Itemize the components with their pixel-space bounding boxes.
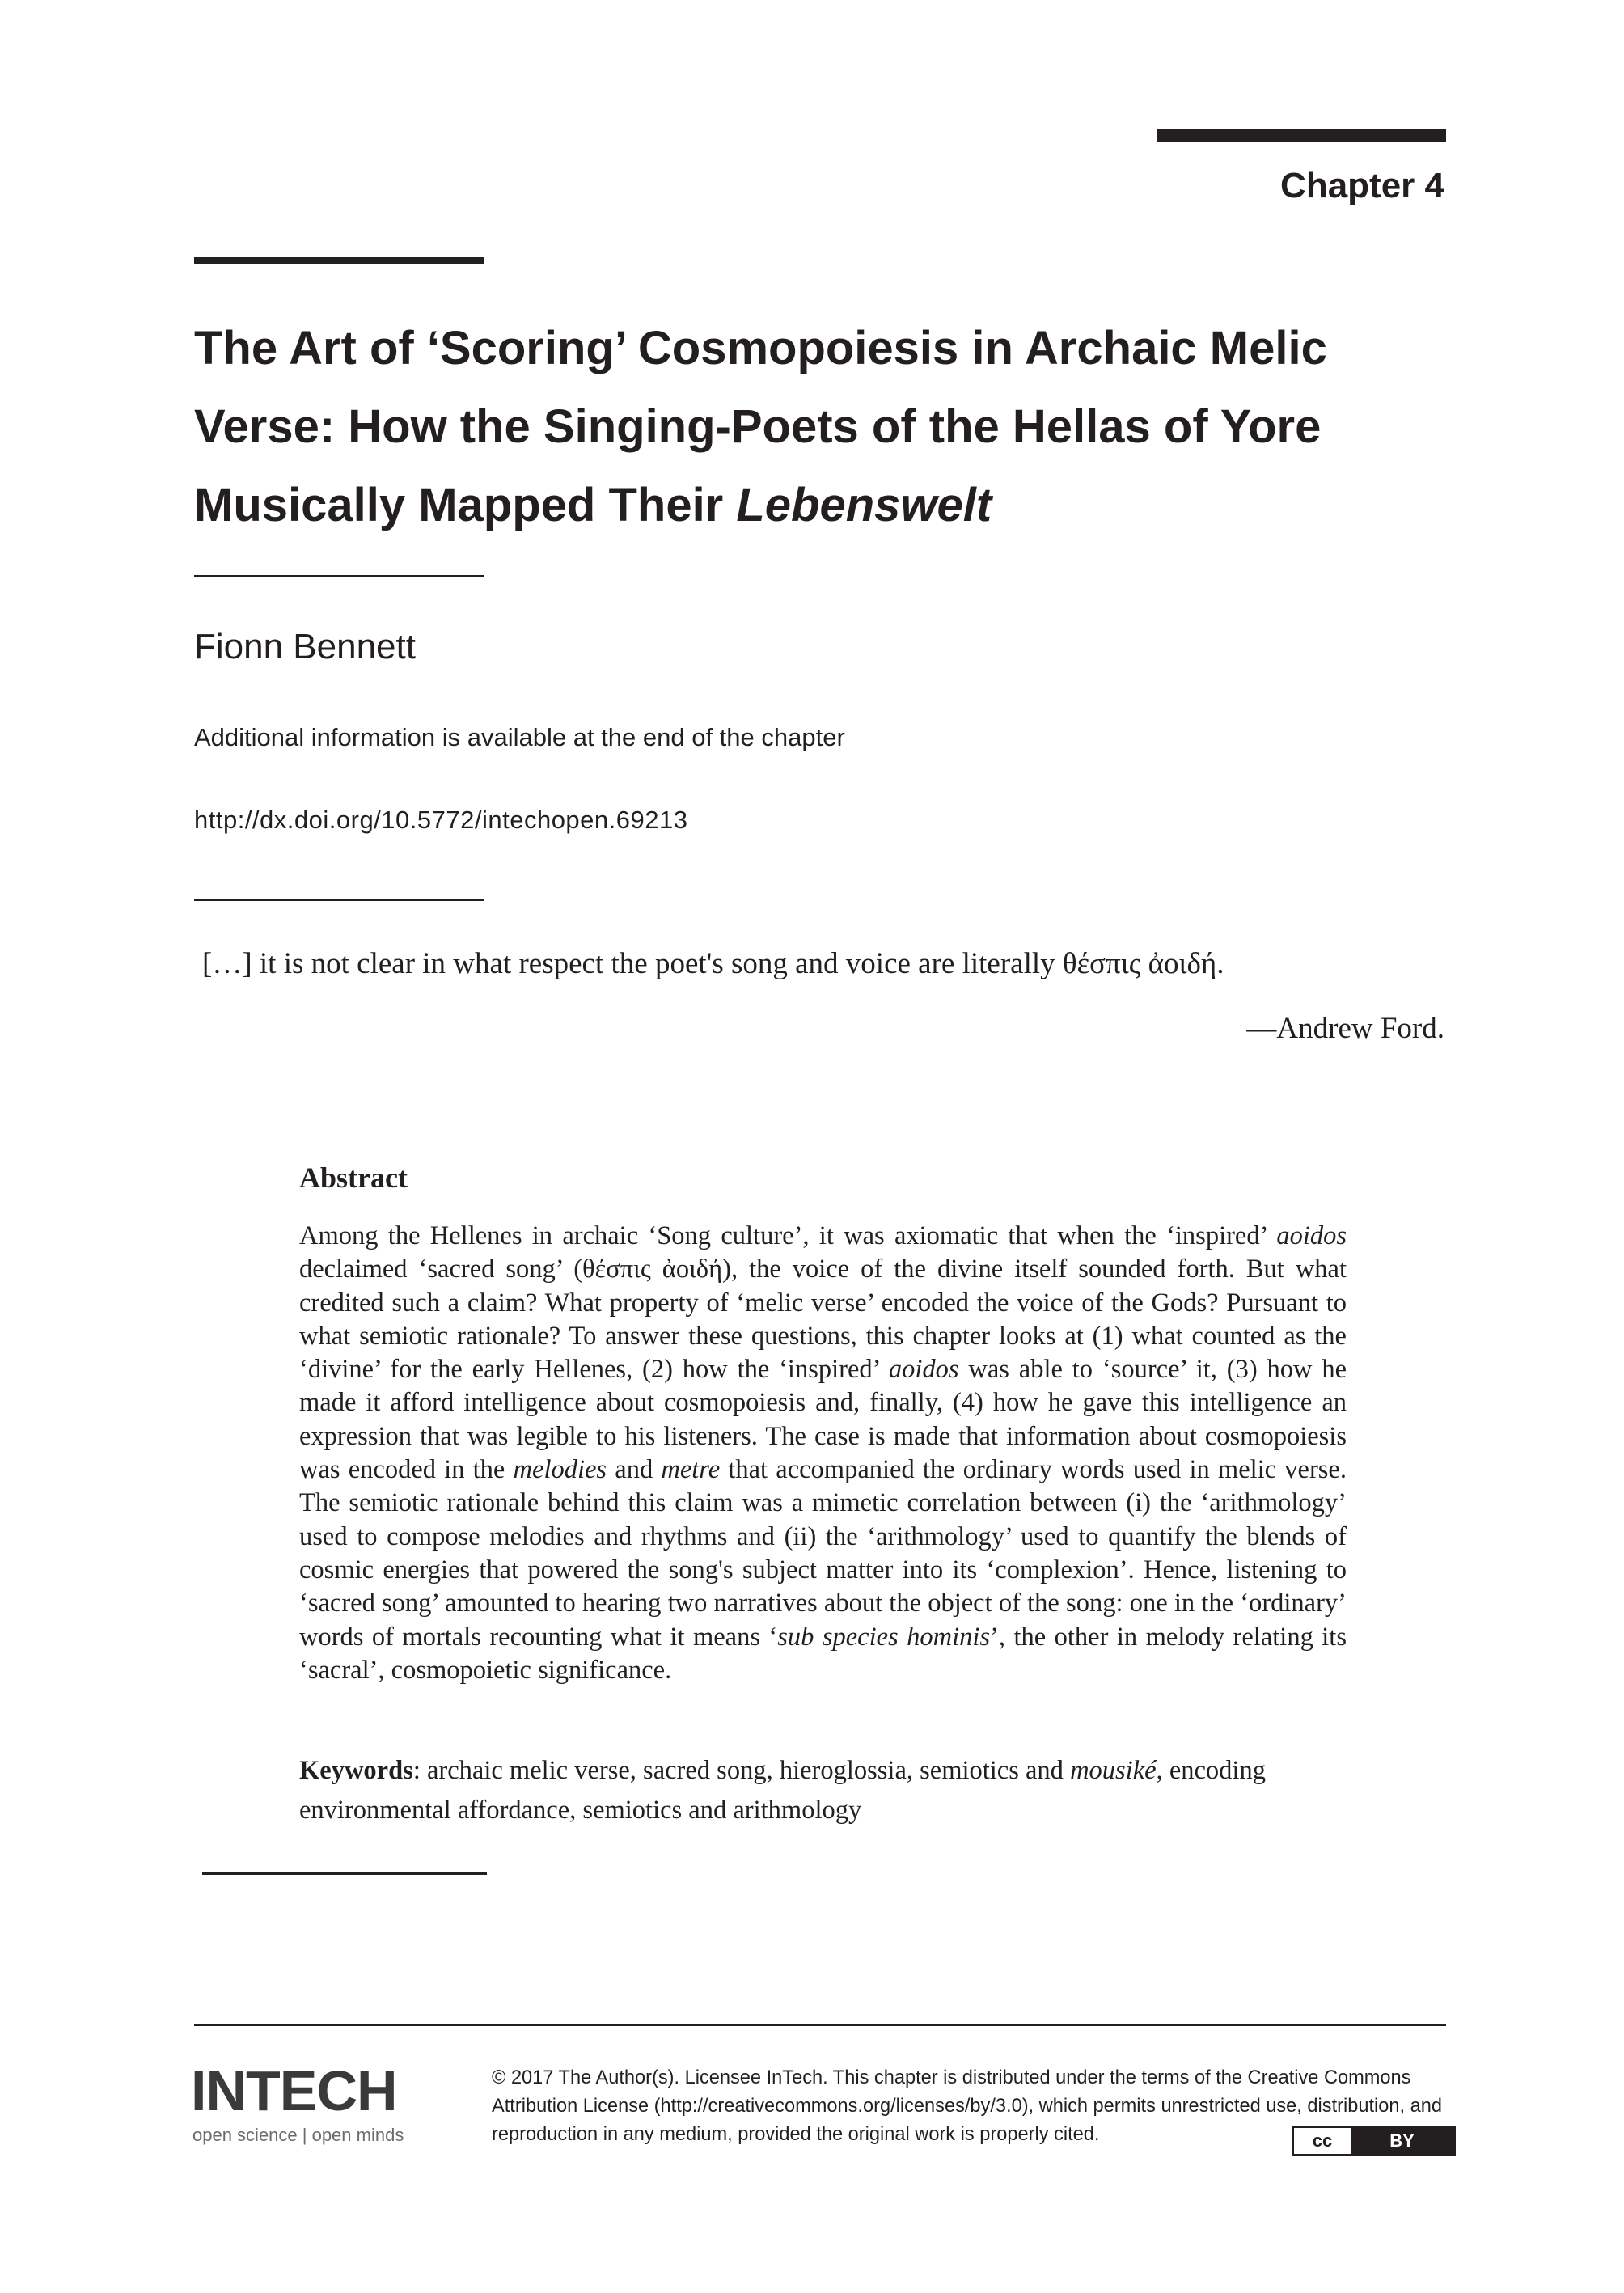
abstract-italic: metre [661,1455,721,1485]
abstract-italic: sub species hominis [777,1622,991,1652]
abstract-italic: aoidos [1276,1221,1347,1250]
intech-logo: INTECH [191,2059,397,2122]
intech-tagline: open science | open minds [192,2125,404,2145]
meta-bottom-rule [194,899,484,901]
title-bottom-rule [194,575,484,577]
keywords-label: Keywords [299,1756,413,1785]
title-line-3-text: Musically Mapped Their [194,479,737,531]
keywords-text: , encoding environmental affordance, semiotics and arithmology [299,1756,1266,1825]
title-line-3 [194,466,1456,544]
title-italic-word: Lebenswelt [736,479,992,531]
abstract-heading: Abstract [299,1161,408,1194]
chapter-title [194,309,1456,544]
keywords [299,1751,1347,1830]
abstract-italic: aoidos [888,1355,959,1385]
license-text: © 2017 The Author(s). Licensee InTech. This chapter is distributed under the terms of the Creative Commons Attribution License (http://creativecommons.org/licenses/by/3.0), which permits unrestricted use, distribution, and reproduction in any medium, provided the original work is properly cited. [492,2067,1442,2145]
by-label: BY [1389,2130,1415,2151]
title-top-rule [194,257,484,264]
cc-by-badge[interactable] [1292,2126,1456,2156]
chapter-top-rule [1157,129,1446,142]
epigraph-attribution: —Andrew Ford. [1246,1012,1444,1045]
abstract-text: was able to ‘source’ it, (3) how he made it afford intelligence about cosmopoiesis and, finally, (4) how he gave this intelligence an expression that was legible to his listeners. The case is made that information about cosmopoiesis was encoded in the [299,1355,1347,1485]
abstract-text: that accompanied the ordinary words used in melic verse. The semiotic rationale behind this claim was a mimetic correlation between (i) the ‘arithmology’ used to compose melodies and rhythms and (ii) the ‘arithmology’ used to quantify the blends of cosmic energies that powered the song's subject matter into its ‘complexion’. Hence, listening to ‘sacred song’ amounted to hearing two narratives about the object of the song: one in the ‘ordinary’ words of mortals recounting what it means ‘ [299,1455,1347,1652]
abstract-bottom-rule [202,1872,487,1875]
abstract-italic: melodies [513,1455,607,1485]
author-name: Fionn Bennett [194,627,416,666]
epigraph-quote: […] it is not clear in what respect the poet's song and voice are literally θέσπις ἀοιδή. [202,947,1224,980]
title-line-2: Verse: How the Singing-Poets of the Hellas of Yore [194,400,1322,453]
abstract-text: and [607,1455,662,1485]
doi-link[interactable]: http://dx.doi.org/10.5772/intechopen.69213 [194,806,688,834]
cc-icon: cc [1294,2128,1351,2154]
title-line-1: The Art of ‘Scoring’ Cosmopoiesis in Archaic Melic [194,322,1327,374]
footer-rule [194,2024,1446,2026]
abstract-text: Among the Hellenes in archaic ‘Song culture’, it was axiomatic that when the ‘inspired’ [299,1221,1277,1250]
abstract-text: ’, the other in melody relating its ‘sacral’, cosmopoietic significance. [299,1622,1347,1685]
keywords-text: : archaic melic verse, sacred song, hieroglossia, semiotics and [412,1756,1071,1785]
chapter-label: Chapter 4 [1280,166,1444,205]
additional-info: Additional information is available at the end of the chapter [194,723,845,751]
abstract-text: declaimed ‘sacred song’ (θέσπις ἀοιδή), the voice of the divine itself sounded forth. But what credited such a claim? What property of ‘melic verse’ encoded the voice of the Gods? Pursuant to what semiotic rationale? To answer these questions, this chapter looks at (1) what counted as the ‘divine’ for the early Hellenes, (2) how the ‘inspired’ [299,1254,1347,1385]
abstract-body [299,1220,1347,1687]
keywords-italic: mousiké [1070,1756,1157,1785]
